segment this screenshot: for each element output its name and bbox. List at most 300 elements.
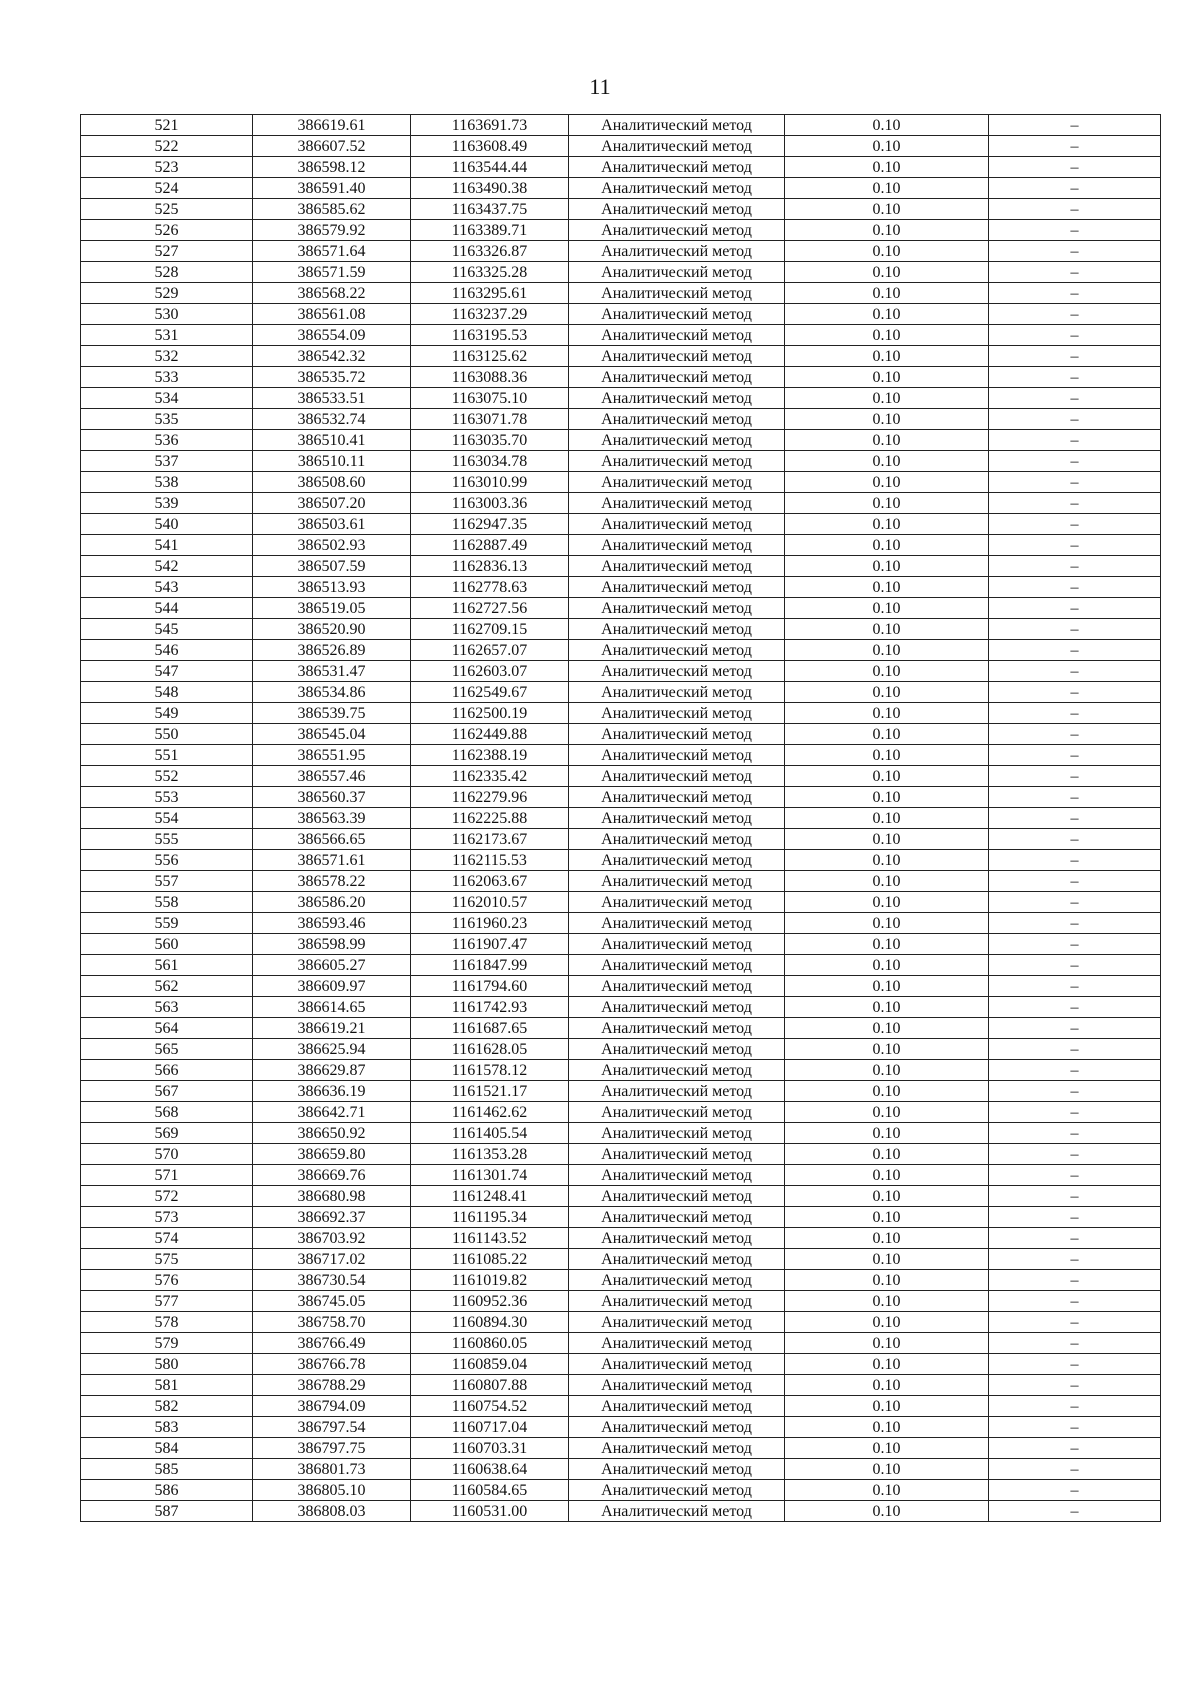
x-coordinate-cell: 386614.65 [253,997,411,1018]
x-coordinate-cell: 386508.60 [253,472,411,493]
point-number-cell: 521 [81,115,253,136]
table-row [81,1438,1161,1459]
point-number-cell: 565 [81,1039,253,1060]
point-number-cell: 549 [81,703,253,724]
x-coordinate-cell: 386503.61 [253,514,411,535]
table-row [81,388,1161,409]
y-coordinate-cell: 1161628.05 [411,1039,569,1060]
y-coordinate-cell: 1162173.67 [411,829,569,850]
table-row [81,913,1161,934]
method-cell: Аналитический метод [569,766,785,787]
method-cell: Аналитический метод [569,640,785,661]
method-cell: Аналитический метод [569,871,785,892]
accuracy-cell: 0.10 [785,367,989,388]
point-number-cell: 586 [81,1480,253,1501]
method-cell: Аналитический метод [569,1459,785,1480]
note-cell: – [989,850,1161,871]
accuracy-cell: 0.10 [785,1354,989,1375]
point-number-cell: 529 [81,283,253,304]
note-cell: – [989,136,1161,157]
accuracy-cell: 0.10 [785,577,989,598]
method-cell: Аналитический метод [569,1039,785,1060]
page-number: 11 [589,74,611,99]
x-coordinate-cell: 386510.11 [253,451,411,472]
x-coordinate-cell: 386535.72 [253,367,411,388]
table-row [81,808,1161,829]
method-cell: Аналитический метод [569,1228,785,1249]
table-row [81,1459,1161,1480]
accuracy-cell: 0.10 [785,304,989,325]
table-row [81,1501,1161,1522]
y-coordinate-cell: 1163003.36 [411,493,569,514]
point-number-cell: 558 [81,892,253,913]
method-cell: Аналитический метод [569,1480,785,1501]
note-cell: – [989,808,1161,829]
point-number-cell: 572 [81,1186,253,1207]
accuracy-cell: 0.10 [785,1102,989,1123]
accuracy-cell: 0.10 [785,913,989,934]
note-cell: – [989,913,1161,934]
point-number-cell: 585 [81,1459,253,1480]
x-coordinate-cell: 386502.93 [253,535,411,556]
method-cell: Аналитический метод [569,1354,785,1375]
x-coordinate-cell: 386560.37 [253,787,411,808]
method-cell: Аналитический метод [569,1102,785,1123]
accuracy-cell: 0.10 [785,136,989,157]
accuracy-cell: 0.10 [785,262,989,283]
table-row [81,1354,1161,1375]
method-cell: Аналитический метод [569,136,785,157]
note-cell: – [989,787,1161,808]
y-coordinate-cell: 1161353.28 [411,1144,569,1165]
note-cell: – [989,1018,1161,1039]
x-coordinate-cell: 386571.61 [253,850,411,871]
x-coordinate-cell: 386551.95 [253,745,411,766]
table-row [81,1081,1161,1102]
method-cell: Аналитический метод [569,241,785,262]
y-coordinate-cell: 1160717.04 [411,1417,569,1438]
table-row [81,1144,1161,1165]
table-row [81,199,1161,220]
method-cell: Аналитический метод [569,808,785,829]
x-coordinate-cell: 386625.94 [253,1039,411,1060]
x-coordinate-cell: 386531.47 [253,661,411,682]
y-coordinate-cell: 1163437.75 [411,199,569,220]
note-cell: – [989,724,1161,745]
point-number-cell: 531 [81,325,253,346]
method-cell: Аналитический метод [569,682,785,703]
y-coordinate-cell: 1161462.62 [411,1102,569,1123]
y-coordinate-cell: 1162603.07 [411,661,569,682]
method-cell: Аналитический метод [569,1144,785,1165]
y-coordinate-cell: 1162063.67 [411,871,569,892]
point-number-cell: 570 [81,1144,253,1165]
point-number-cell: 566 [81,1060,253,1081]
table-row [81,745,1161,766]
point-number-cell: 580 [81,1354,253,1375]
table-row [81,703,1161,724]
table-row [81,787,1161,808]
x-coordinate-cell: 386801.73 [253,1459,411,1480]
accuracy-cell: 0.10 [785,451,989,472]
y-coordinate-cell: 1162727.56 [411,598,569,619]
point-number-cell: 535 [81,409,253,430]
method-cell: Аналитический метод [569,1249,785,1270]
accuracy-cell: 0.10 [785,1312,989,1333]
table-row [81,976,1161,997]
table-row [81,997,1161,1018]
method-cell: Аналитический метод [569,262,785,283]
note-cell: – [989,997,1161,1018]
x-coordinate-cell: 386607.52 [253,136,411,157]
table-row [81,325,1161,346]
point-number-cell: 576 [81,1270,253,1291]
table-row [81,535,1161,556]
y-coordinate-cell: 1161405.54 [411,1123,569,1144]
x-coordinate-cell: 386703.92 [253,1228,411,1249]
note-cell: – [989,283,1161,304]
method-cell: Аналитический метод [569,1018,785,1039]
x-coordinate-cell: 386539.75 [253,703,411,724]
point-number-cell: 526 [81,220,253,241]
accuracy-cell: 0.10 [785,1417,989,1438]
y-coordinate-cell: 1162778.63 [411,577,569,598]
method-cell: Аналитический метод [569,514,785,535]
accuracy-cell: 0.10 [785,1228,989,1249]
accuracy-cell: 0.10 [785,640,989,661]
x-coordinate-cell: 386513.93 [253,577,411,598]
method-cell: Аналитический метод [569,1438,785,1459]
table-row [81,892,1161,913]
y-coordinate-cell: 1160703.31 [411,1438,569,1459]
method-cell: Аналитический метод [569,220,785,241]
table-row [81,1123,1161,1144]
note-cell: – [989,871,1161,892]
point-number-cell: 548 [81,682,253,703]
x-coordinate-cell: 386805.10 [253,1480,411,1501]
point-number-cell: 559 [81,913,253,934]
accuracy-cell: 0.10 [785,787,989,808]
point-number-cell: 575 [81,1249,253,1270]
table-row [81,1291,1161,1312]
y-coordinate-cell: 1161143.52 [411,1228,569,1249]
x-coordinate-cell: 386766.78 [253,1354,411,1375]
accuracy-cell: 0.10 [785,1039,989,1060]
point-number-cell: 560 [81,934,253,955]
x-coordinate-cell: 386730.54 [253,1270,411,1291]
point-number-cell: 552 [81,766,253,787]
x-coordinate-cell: 386598.12 [253,157,411,178]
note-cell: – [989,1312,1161,1333]
method-cell: Аналитический метод [569,178,785,199]
x-coordinate-cell: 386669.76 [253,1165,411,1186]
y-coordinate-cell: 1161195.34 [411,1207,569,1228]
point-number-cell: 554 [81,808,253,829]
table-row [81,661,1161,682]
y-coordinate-cell: 1162657.07 [411,640,569,661]
accuracy-cell: 0.10 [785,703,989,724]
table-row [81,157,1161,178]
method-cell: Аналитический метод [569,1396,785,1417]
accuracy-cell: 0.10 [785,1333,989,1354]
x-coordinate-cell: 386619.61 [253,115,411,136]
table-row [81,1228,1161,1249]
accuracy-cell: 0.10 [785,976,989,997]
point-number-cell: 581 [81,1375,253,1396]
method-cell: Аналитический метод [569,745,785,766]
method-cell: Аналитический метод [569,829,785,850]
note-cell: – [989,892,1161,913]
x-coordinate-cell: 386642.71 [253,1102,411,1123]
table-row [81,577,1161,598]
y-coordinate-cell: 1163034.78 [411,451,569,472]
y-coordinate-cell: 1160894.30 [411,1312,569,1333]
accuracy-cell: 0.10 [785,178,989,199]
table-row [81,1207,1161,1228]
point-number-cell: 582 [81,1396,253,1417]
x-coordinate-cell: 386510.41 [253,430,411,451]
x-coordinate-cell: 386650.92 [253,1123,411,1144]
note-cell: – [989,640,1161,661]
accuracy-cell: 0.10 [785,850,989,871]
y-coordinate-cell: 1160952.36 [411,1291,569,1312]
note-cell: – [989,1228,1161,1249]
table-row [81,682,1161,703]
x-coordinate-cell: 386586.20 [253,892,411,913]
method-cell: Аналитический метод [569,619,785,640]
method-cell: Аналитический метод [569,598,785,619]
note-cell: – [989,1438,1161,1459]
y-coordinate-cell: 1163389.71 [411,220,569,241]
y-coordinate-cell: 1161907.47 [411,934,569,955]
x-coordinate-cell: 386557.46 [253,766,411,787]
method-cell: Аналитический метод [569,367,785,388]
point-number-cell: 546 [81,640,253,661]
accuracy-cell: 0.10 [785,934,989,955]
x-coordinate-cell: 386533.51 [253,388,411,409]
note-cell: – [989,451,1161,472]
method-cell: Аналитический метод [569,577,785,598]
accuracy-cell: 0.10 [785,1270,989,1291]
method-cell: Аналитический метод [569,955,785,976]
accuracy-cell: 0.10 [785,556,989,577]
method-cell: Аналитический метод [569,1312,785,1333]
y-coordinate-cell: 1162115.53 [411,850,569,871]
point-number-cell: 524 [81,178,253,199]
accuracy-cell: 0.10 [785,724,989,745]
table-row [81,1480,1161,1501]
point-number-cell: 534 [81,388,253,409]
accuracy-cell: 0.10 [785,430,989,451]
note-cell: – [989,535,1161,556]
accuracy-cell: 0.10 [785,955,989,976]
table-row [81,1060,1161,1081]
point-number-cell: 587 [81,1501,253,1522]
point-number-cell: 567 [81,1081,253,1102]
y-coordinate-cell: 1160754.52 [411,1396,569,1417]
table-row [81,1417,1161,1438]
y-coordinate-cell: 1163544.44 [411,157,569,178]
table-row [81,451,1161,472]
point-number-cell: 573 [81,1207,253,1228]
note-cell: – [989,934,1161,955]
note-cell: – [989,1081,1161,1102]
note-cell: – [989,1249,1161,1270]
y-coordinate-cell: 1161742.93 [411,997,569,1018]
point-number-cell: 536 [81,430,253,451]
method-cell: Аналитический метод [569,850,785,871]
note-cell: – [989,325,1161,346]
note-cell: – [989,745,1161,766]
table-row [81,640,1161,661]
x-coordinate-cell: 386507.59 [253,556,411,577]
accuracy-cell: 0.10 [785,598,989,619]
point-number-cell: 533 [81,367,253,388]
accuracy-cell: 0.10 [785,535,989,556]
table-row [81,934,1161,955]
table-row [81,955,1161,976]
x-coordinate-cell: 386566.65 [253,829,411,850]
y-coordinate-cell: 1162709.15 [411,619,569,640]
y-coordinate-cell: 1162549.67 [411,682,569,703]
note-cell: – [989,1354,1161,1375]
accuracy-cell: 0.10 [785,1459,989,1480]
note-cell: – [989,367,1161,388]
point-number-cell: 555 [81,829,253,850]
point-number-cell: 563 [81,997,253,1018]
table-row [81,1312,1161,1333]
accuracy-cell: 0.10 [785,409,989,430]
point-number-cell: 543 [81,577,253,598]
accuracy-cell: 0.10 [785,1375,989,1396]
point-number-cell: 553 [81,787,253,808]
accuracy-cell: 0.10 [785,1018,989,1039]
note-cell: – [989,304,1161,325]
point-number-cell: 528 [81,262,253,283]
note-cell: – [989,1501,1161,1522]
accuracy-cell: 0.10 [785,472,989,493]
note-cell: – [989,955,1161,976]
y-coordinate-cell: 1162225.88 [411,808,569,829]
y-coordinate-cell: 1163490.38 [411,178,569,199]
x-coordinate-cell: 386788.29 [253,1375,411,1396]
y-coordinate-cell: 1163088.36 [411,367,569,388]
method-cell: Аналитический метод [569,934,785,955]
note-cell: – [989,1375,1161,1396]
method-cell: Аналитический метод [569,976,785,997]
y-coordinate-cell: 1161578.12 [411,1060,569,1081]
y-coordinate-cell: 1160807.88 [411,1375,569,1396]
point-number-cell: 547 [81,661,253,682]
table-row [81,829,1161,850]
accuracy-cell: 0.10 [785,1396,989,1417]
y-coordinate-cell: 1160859.04 [411,1354,569,1375]
accuracy-cell: 0.10 [785,157,989,178]
note-cell: – [989,1102,1161,1123]
method-cell: Аналитический метод [569,997,785,1018]
note-cell: – [989,1459,1161,1480]
note-cell: – [989,766,1161,787]
method-cell: Аналитический метод [569,388,785,409]
method-cell: Аналитический метод [569,430,785,451]
table-row [81,619,1161,640]
method-cell: Аналитический метод [569,1165,785,1186]
method-cell: Аналитический метод [569,1501,785,1522]
x-coordinate-cell: 386591.40 [253,178,411,199]
x-coordinate-cell: 386593.46 [253,913,411,934]
x-coordinate-cell: 386542.32 [253,346,411,367]
method-cell: Аналитический метод [569,493,785,514]
table-row [81,346,1161,367]
accuracy-cell: 0.10 [785,514,989,535]
table-row [81,871,1161,892]
point-number-cell: 522 [81,136,253,157]
y-coordinate-cell: 1163295.61 [411,283,569,304]
method-cell: Аналитический метод [569,346,785,367]
point-number-cell: 545 [81,619,253,640]
y-coordinate-cell: 1163125.62 [411,346,569,367]
method-cell: Аналитический метод [569,913,785,934]
table-row [81,493,1161,514]
y-coordinate-cell: 1161085.22 [411,1249,569,1270]
y-coordinate-cell: 1161687.65 [411,1018,569,1039]
y-coordinate-cell: 1161248.41 [411,1186,569,1207]
point-number-cell: 569 [81,1123,253,1144]
y-coordinate-cell: 1160860.05 [411,1333,569,1354]
y-coordinate-cell: 1162449.88 [411,724,569,745]
y-coordinate-cell: 1163608.49 [411,136,569,157]
point-number-cell: 538 [81,472,253,493]
method-cell: Аналитический метод [569,1375,785,1396]
accuracy-cell: 0.10 [785,1060,989,1081]
point-number-cell: 561 [81,955,253,976]
table-row [81,1102,1161,1123]
table-row [81,556,1161,577]
x-coordinate-cell: 386609.97 [253,976,411,997]
y-coordinate-cell: 1162388.19 [411,745,569,766]
note-cell: – [989,388,1161,409]
x-coordinate-cell: 386797.75 [253,1438,411,1459]
point-number-cell: 562 [81,976,253,997]
x-coordinate-cell: 386758.70 [253,1312,411,1333]
table-row [81,367,1161,388]
method-cell: Аналитический метод [569,1270,785,1291]
accuracy-cell: 0.10 [785,766,989,787]
point-number-cell: 557 [81,871,253,892]
method-cell: Аналитический метод [569,724,785,745]
y-coordinate-cell: 1160531.00 [411,1501,569,1522]
method-cell: Аналитический метод [569,1291,785,1312]
accuracy-cell: 0.10 [785,682,989,703]
note-cell: – [989,1270,1161,1291]
point-number-cell: 523 [81,157,253,178]
note-cell: – [989,1417,1161,1438]
table-row [81,472,1161,493]
method-cell: Аналитический метод [569,409,785,430]
accuracy-cell: 0.10 [785,829,989,850]
point-number-cell: 530 [81,304,253,325]
y-coordinate-cell: 1162010.57 [411,892,569,913]
y-coordinate-cell: 1163691.73 [411,115,569,136]
method-cell: Аналитический метод [569,1123,785,1144]
accuracy-cell: 0.10 [785,1291,989,1312]
note-cell: – [989,1186,1161,1207]
note-cell: – [989,661,1161,682]
table-row [81,1333,1161,1354]
table-row [81,115,1161,136]
accuracy-cell: 0.10 [785,325,989,346]
y-coordinate-cell: 1163071.78 [411,409,569,430]
